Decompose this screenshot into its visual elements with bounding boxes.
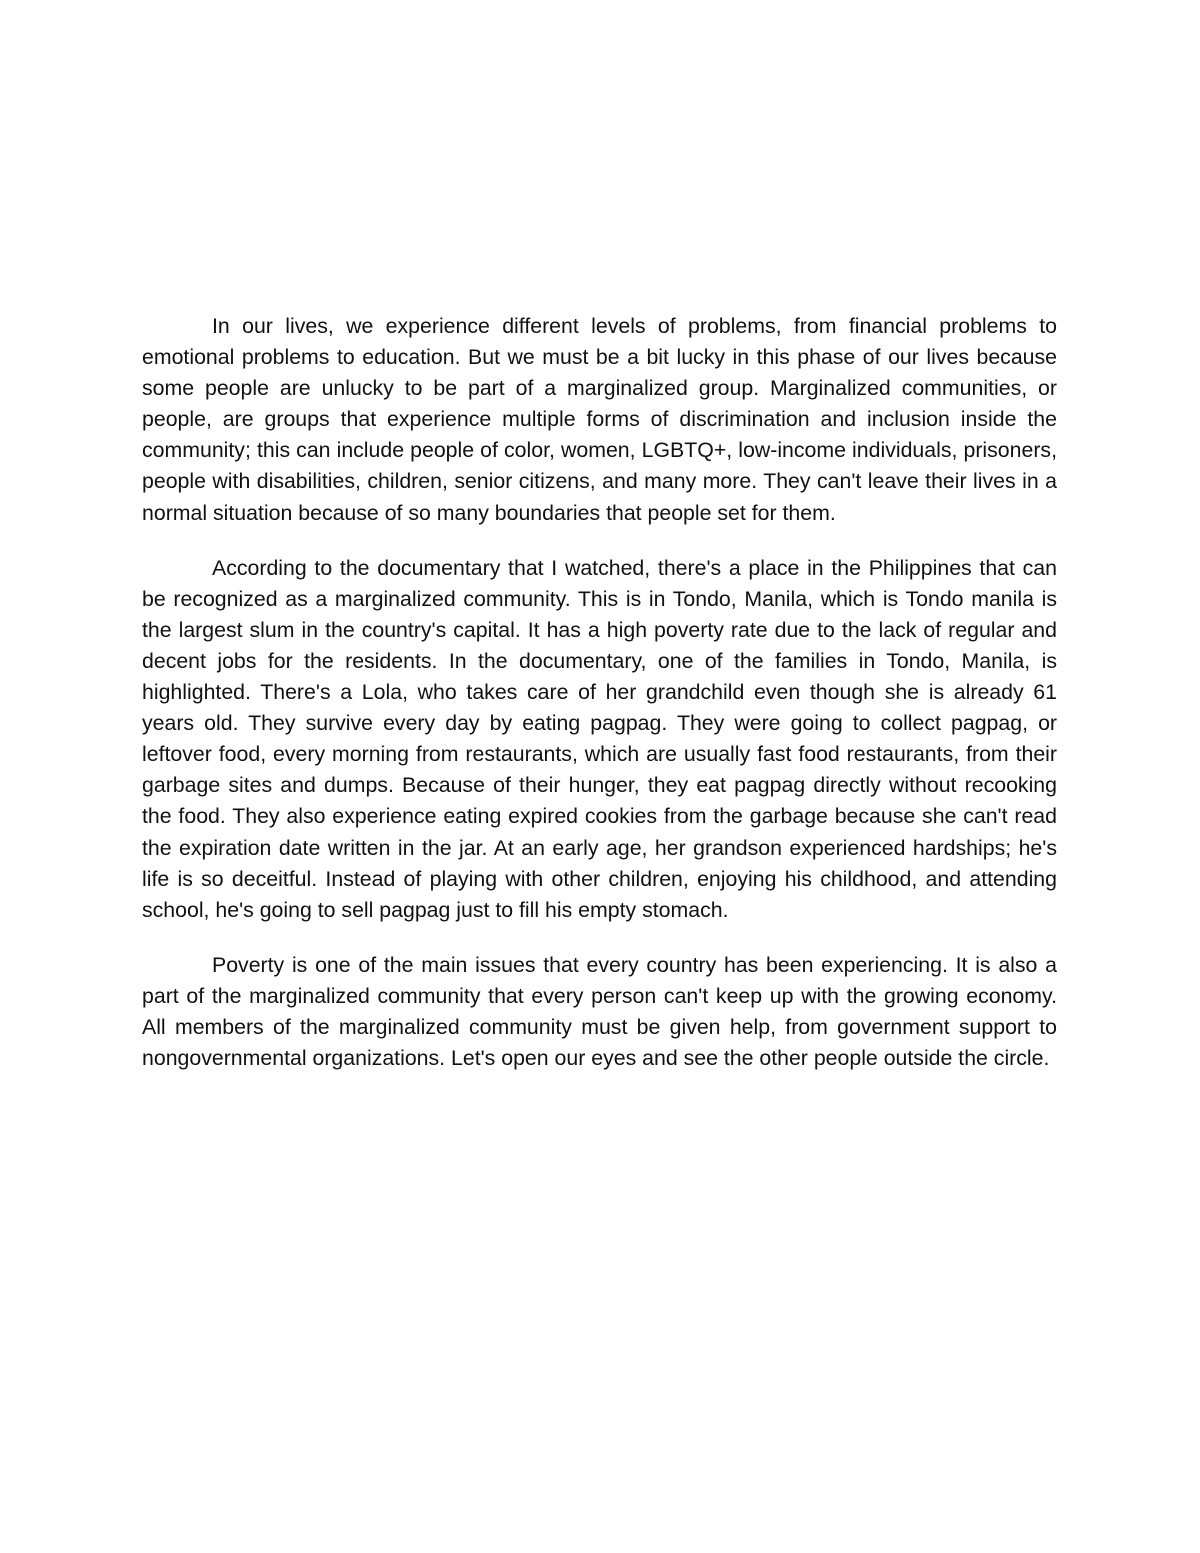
document-body: [142, 311, 1057, 1098]
paragraph-3: Poverty is one of the main issues that every country has been experiencing. It is also a part of the marginalized community that every person can't keep up with the growing economy. All members of the marginalized community must be given help, from government support to nongovernmental organizations. Let's open our eyes and see the other people outside the circle.: [142, 952, 1057, 1071]
paragraph-2: According to the documentary that I watched, there's a place in the Philippines that can be recognized as a marginalized community. This is in Tondo, Manila, which is Tondo manila is the largest slum in the country's capital. It has a high poverty rate due to the lack of regular and decent jobs for the residents. In the documentary, one of the families in Tondo, Manila, is highlighted. There's a Lola, who takes care of her grandchild even though she is already 61 years old. They survive every day by eating pagpag. They were going to collect pagpag, or leftover food, every morning from restaurants, which are usually fast food restaurants, from their garbage sites and dumps. Because of their hunger, they eat pagpag directly without recooking the food. They also experience eating expired cookies from the garbage because she can't read the expiration date written in the jar. At an early age, her grandson experienced hardships; he's life is so deceitful. Instead of playing with other children, enjoying his childhood, and attending school, he's going to sell pagpag just to fill his empty stomach.: [142, 555, 1057, 922]
paragraph-1: In our lives, we experience different levels of problems, from financial problems to emotional problems to education. But we must be a bit lucky in this phase of our lives because some people are unlucky to be part of a marginalized group. Marginalized communities, or people, are groups that experience multiple forms of discrimination and inclusion inside the community; this can include people of color, women, LGBTQ+, low-income individuals, prisoners, people with disabilities, children, senior citizens, and many more. They can't leave their lives in a normal situation because of so many boundaries that people set for them.: [142, 314, 1057, 525]
